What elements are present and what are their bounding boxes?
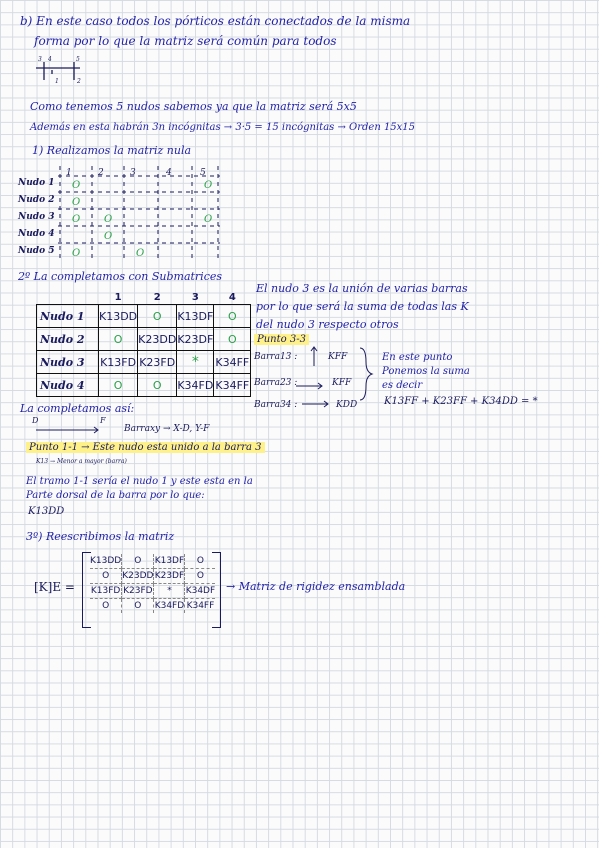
brace-line-1: En este punto — [382, 352, 453, 363]
null-zero-1-1: O — [72, 180, 81, 191]
sub-cell: O — [214, 328, 251, 351]
intro-line-2: forma por lo que la matriz será común para todos — [34, 34, 337, 48]
sub-row-label: Nudo 2 — [37, 328, 99, 351]
tramo-line-2: Parte dorsal de la barra por lo que: — [26, 490, 205, 501]
barra23-k: KFF — [332, 378, 352, 388]
sub-col-1: 1 — [99, 290, 138, 305]
barra34-label: Barra34 : — [254, 400, 298, 410]
barra23-label: Barra23 : — [254, 378, 298, 388]
para1-line-1: Como tenemos 5 nudos sabemos ya que la matriz será 5x5 — [30, 100, 357, 113]
null-row-1: Nudo 1 — [18, 178, 55, 188]
sub-cell: K34FD — [177, 374, 214, 397]
null-col-3: 3 — [130, 168, 136, 178]
sub-cell: O — [99, 374, 138, 397]
fm-cell: K23DD — [122, 569, 154, 584]
sub-cell: O — [138, 305, 177, 328]
sub-cell: O — [138, 374, 177, 397]
sub-col-2: 2 — [138, 290, 177, 305]
null-col-4: 4 — [166, 168, 172, 178]
sub-row-label: Nudo 3 — [37, 351, 99, 374]
null-col-2: 2 — [98, 168, 104, 178]
sub-cell: O — [214, 305, 251, 328]
fm-cell: K13DF — [154, 554, 185, 569]
matrix-bracket-right — [212, 552, 221, 628]
step1-heading: 1) Realizamos la matriz nula — [32, 144, 192, 157]
sub-cell: K23DF — [177, 328, 214, 351]
null-zero-3-2: O — [104, 214, 113, 225]
k13-note: K13 → Menor a mayor (barra) — [36, 458, 127, 465]
null-col-1: 1 — [66, 168, 72, 178]
fm-cell: K23FD — [122, 584, 154, 599]
null-row-3: Nudo 3 — [18, 212, 55, 222]
null-zero-3-1: O — [72, 214, 81, 225]
fm-cell: K34FD — [154, 599, 185, 614]
sub-col-3: 3 — [177, 290, 214, 305]
fm-cell: O — [90, 599, 122, 614]
null-row-2: Nudo 2 — [18, 195, 55, 205]
fm-cell: O — [90, 569, 122, 584]
fm-cell: O — [122, 554, 154, 569]
sketch-node-5: 5 — [76, 56, 80, 63]
sub-cell: K34FF — [214, 374, 251, 397]
fm-cell: O — [185, 554, 216, 569]
sketch-node-4: 4 — [48, 56, 52, 63]
null-row-4: Nudo 4 — [18, 229, 55, 239]
note-line-3: del nudo 3 respecto otros — [256, 318, 399, 331]
brace-line-3: es decir — [382, 380, 423, 391]
sketch-node-2: 2 — [77, 78, 81, 85]
sub-cell: K13DF — [177, 305, 214, 328]
barra34-k: KDD — [336, 400, 358, 410]
tramo-line-1: El tramo 1-1 sería el nudo 1 y este esta en la — [26, 476, 253, 487]
sub-cell: K34FF — [214, 351, 251, 374]
ke-label: [K]E = — [34, 580, 75, 594]
null-zero-1-5: O — [204, 180, 213, 191]
punto-1-1-text: Punto 1-1 → Este nudo esta unido a la barra 3 — [26, 442, 265, 453]
d-label: D — [32, 416, 39, 425]
fm-cell: K13FD — [90, 584, 122, 599]
fm-cell: K13DD — [90, 554, 122, 569]
sub-cell: K23FD — [138, 351, 177, 374]
null-col-5: 5 — [200, 168, 206, 178]
null-zero-5-1: O — [72, 248, 81, 259]
tramo-k: K13DD — [28, 506, 65, 517]
sub-cell: K23DD — [138, 328, 177, 351]
barra-rule: Barraxy → X-D, Y-F — [124, 424, 210, 434]
fm-cell: O — [122, 599, 154, 614]
sketch-node-1: 1 — [55, 78, 59, 85]
note-line-2: por lo que será la suma de todas las K — [256, 300, 469, 313]
fm-cell: * — [154, 584, 185, 599]
note-line-1: El nudo 3 es la unión de varias barras — [256, 282, 468, 295]
step3-heading: 3º) Reescribimos la matriz — [26, 530, 175, 543]
f-label: F — [100, 416, 106, 425]
sub-row-label: Nudo 4 — [37, 374, 99, 397]
barra13-label: Barra13 : — [254, 352, 298, 362]
sub-cell: K13DD — [99, 305, 138, 328]
fm-cell: O — [185, 569, 216, 584]
null-row-5: Nudo 5 — [18, 246, 55, 256]
sum-formula: K13FF + K23FF + K34DD = * — [384, 396, 538, 407]
para1-line-2: Además en esta habrán 3n incógnitas → 3·5 = 15 incógnitas → Orden 15x15 — [30, 122, 416, 133]
null-zero-2-1: O — [72, 197, 81, 208]
sub-row-label: Nudo 1 — [37, 305, 99, 328]
brace-line-2: Ponemos la suma — [382, 366, 470, 377]
final-matrix — [90, 554, 215, 613]
sub-cell: * — [177, 351, 214, 374]
intro-line-1: b) En este caso todos los pórticos están conectados de la misma — [20, 14, 411, 28]
completamos-text: La completamos así: — [20, 402, 135, 415]
sub-col-4: 4 — [214, 290, 251, 305]
barra13-k: KFF — [328, 352, 348, 362]
matrix-arrow-text: → Matriz de rigidez ensamblada — [226, 580, 406, 593]
sketch-node-3: 3 — [38, 56, 42, 63]
sub-cell: O — [99, 328, 138, 351]
null-zero-3-5: O — [204, 214, 213, 225]
null-zero-5-3: O — [136, 248, 145, 259]
sub-cell: K13FD — [99, 351, 138, 374]
fm-cell: K34DF — [185, 584, 216, 599]
step2-heading: 2º La completamos con Submatrices — [18, 270, 223, 283]
punto-3-3-label: Punto 3-3 — [254, 334, 309, 345]
fm-cell: K23DF — [154, 569, 185, 584]
null-zero-4-2: O — [104, 231, 113, 242]
fm-cell: K34FF — [186, 601, 215, 611]
